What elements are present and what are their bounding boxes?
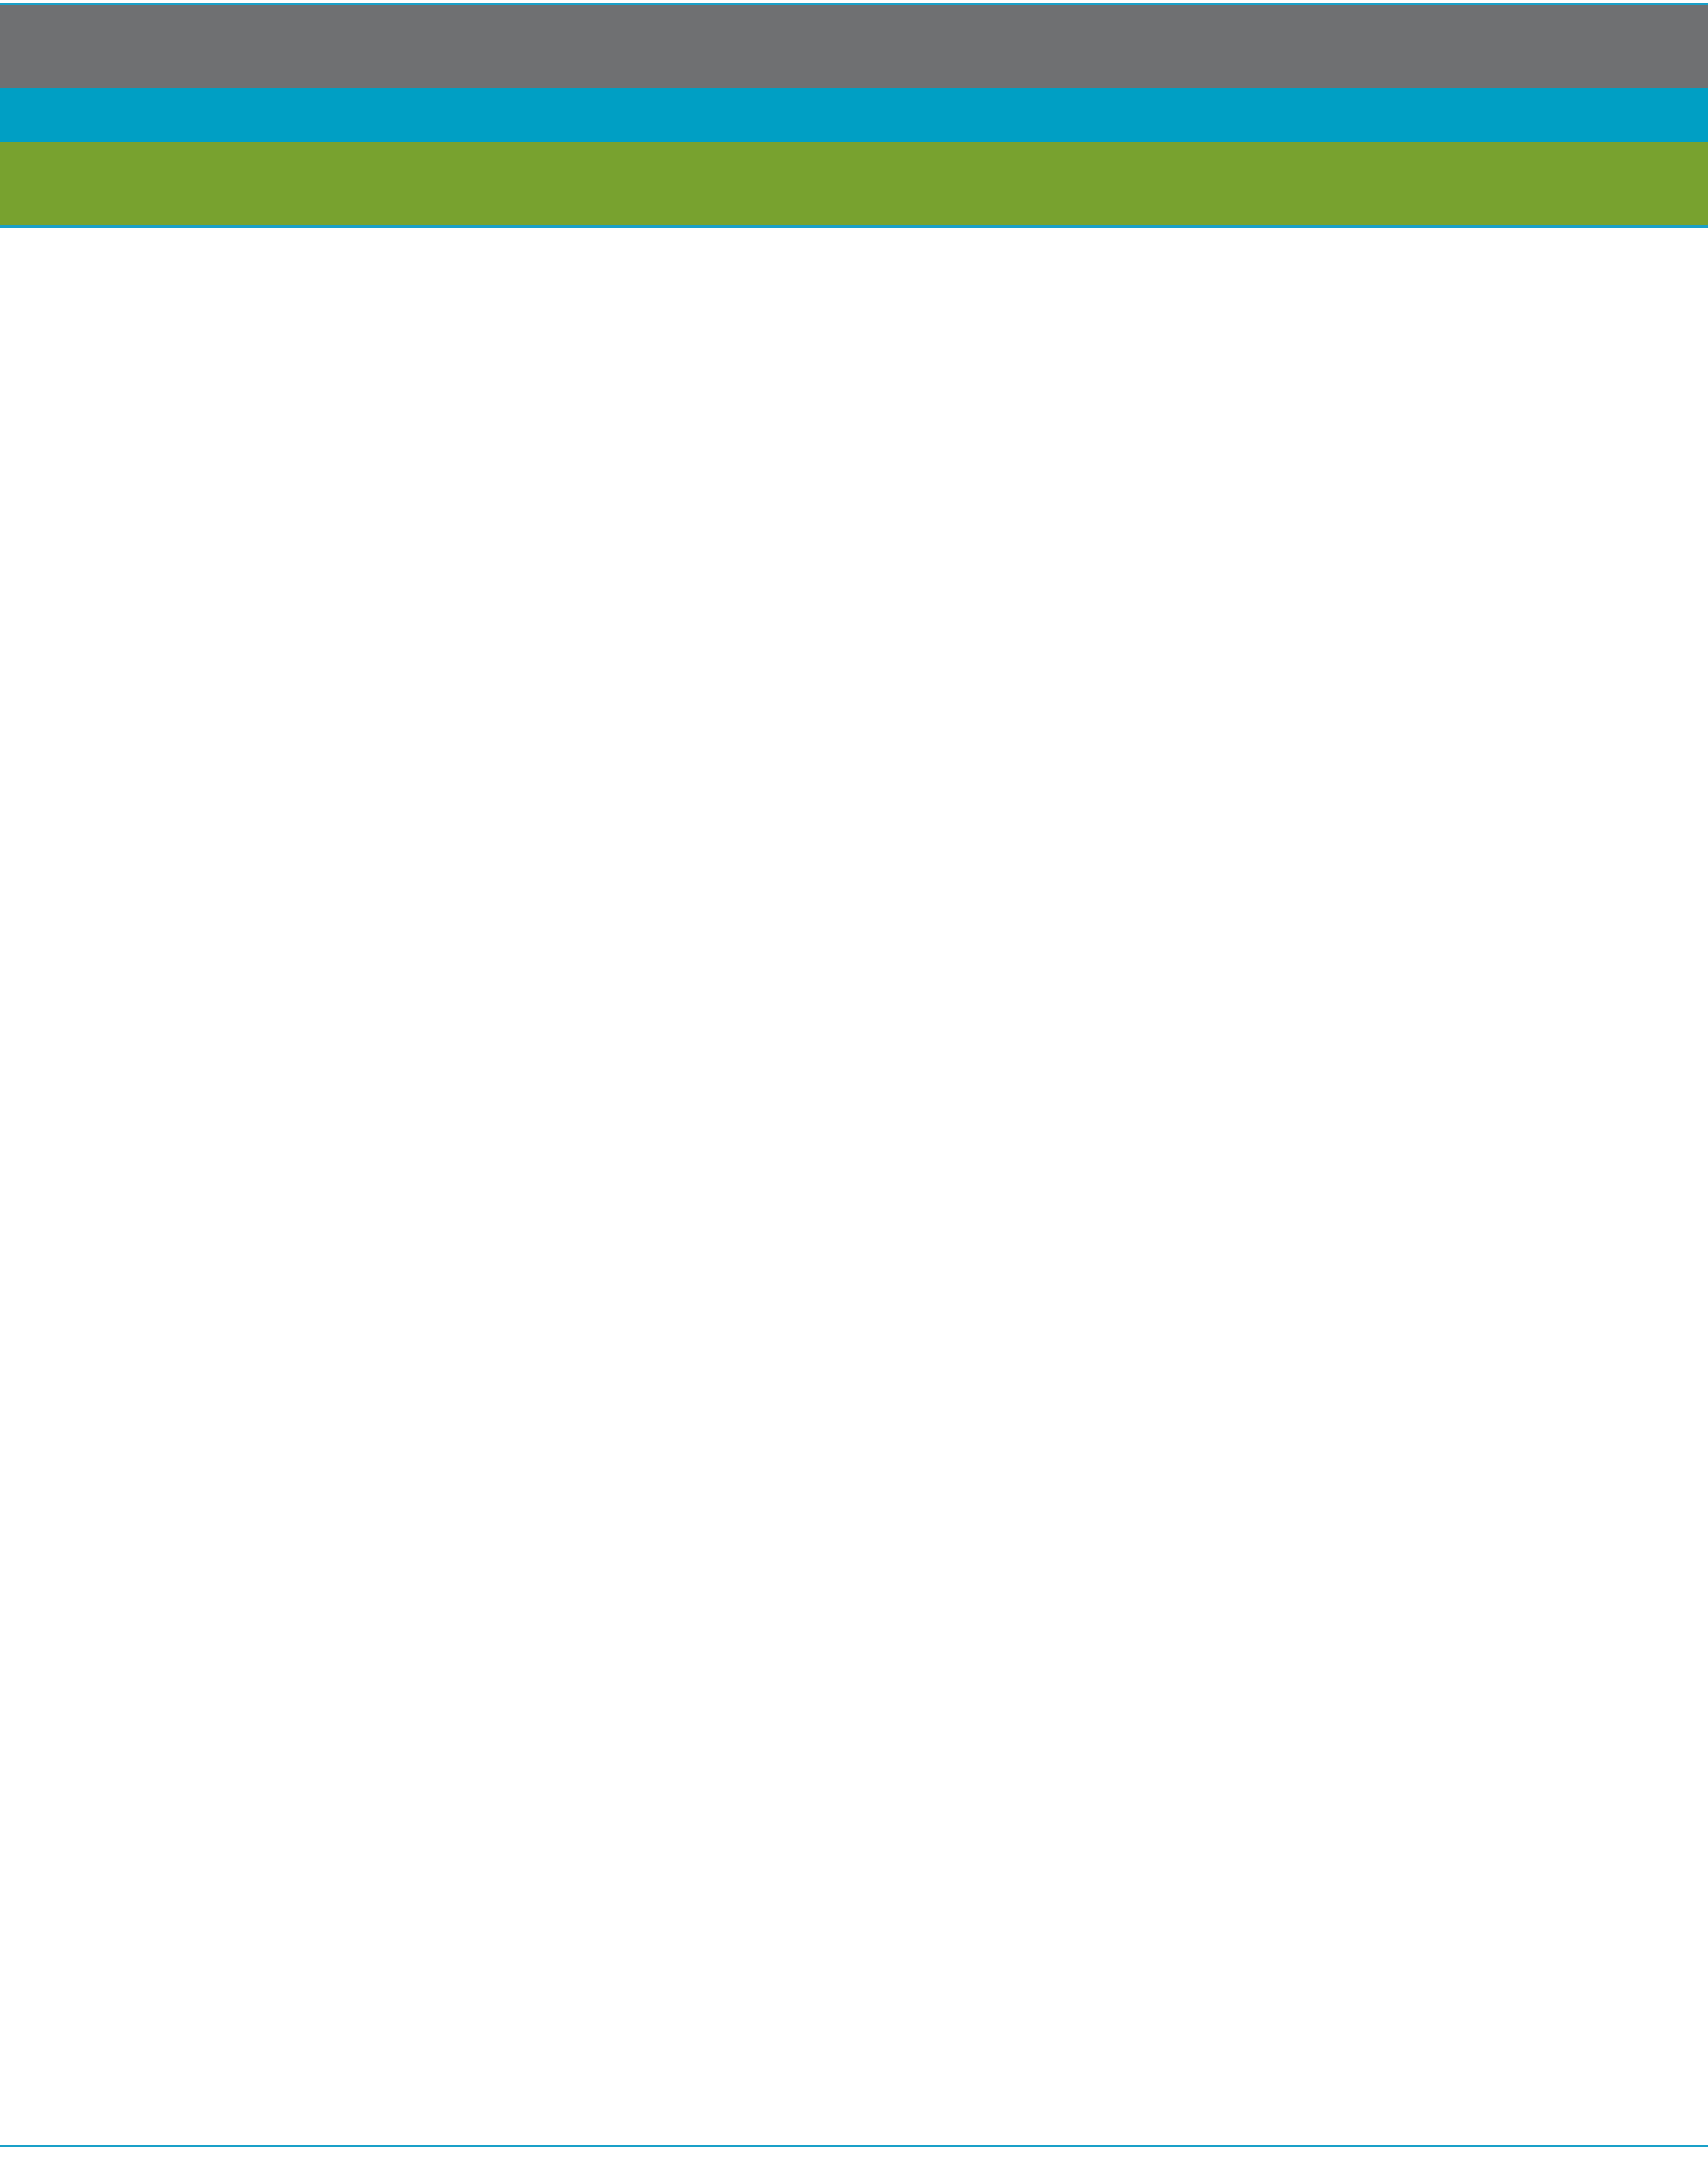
table-header — [0, 142, 1708, 225]
header-perspectivas — [654, 145, 1164, 184]
category-band — [0, 5, 1708, 88]
bottom-rule — [0, 2145, 1708, 2147]
header-interpretacion — [1172, 145, 1708, 223]
header-informacion — [127, 145, 641, 184]
header-rule — [0, 225, 1708, 228]
subcategory-band — [0, 88, 1708, 142]
header-sujeto — [0, 145, 123, 184]
